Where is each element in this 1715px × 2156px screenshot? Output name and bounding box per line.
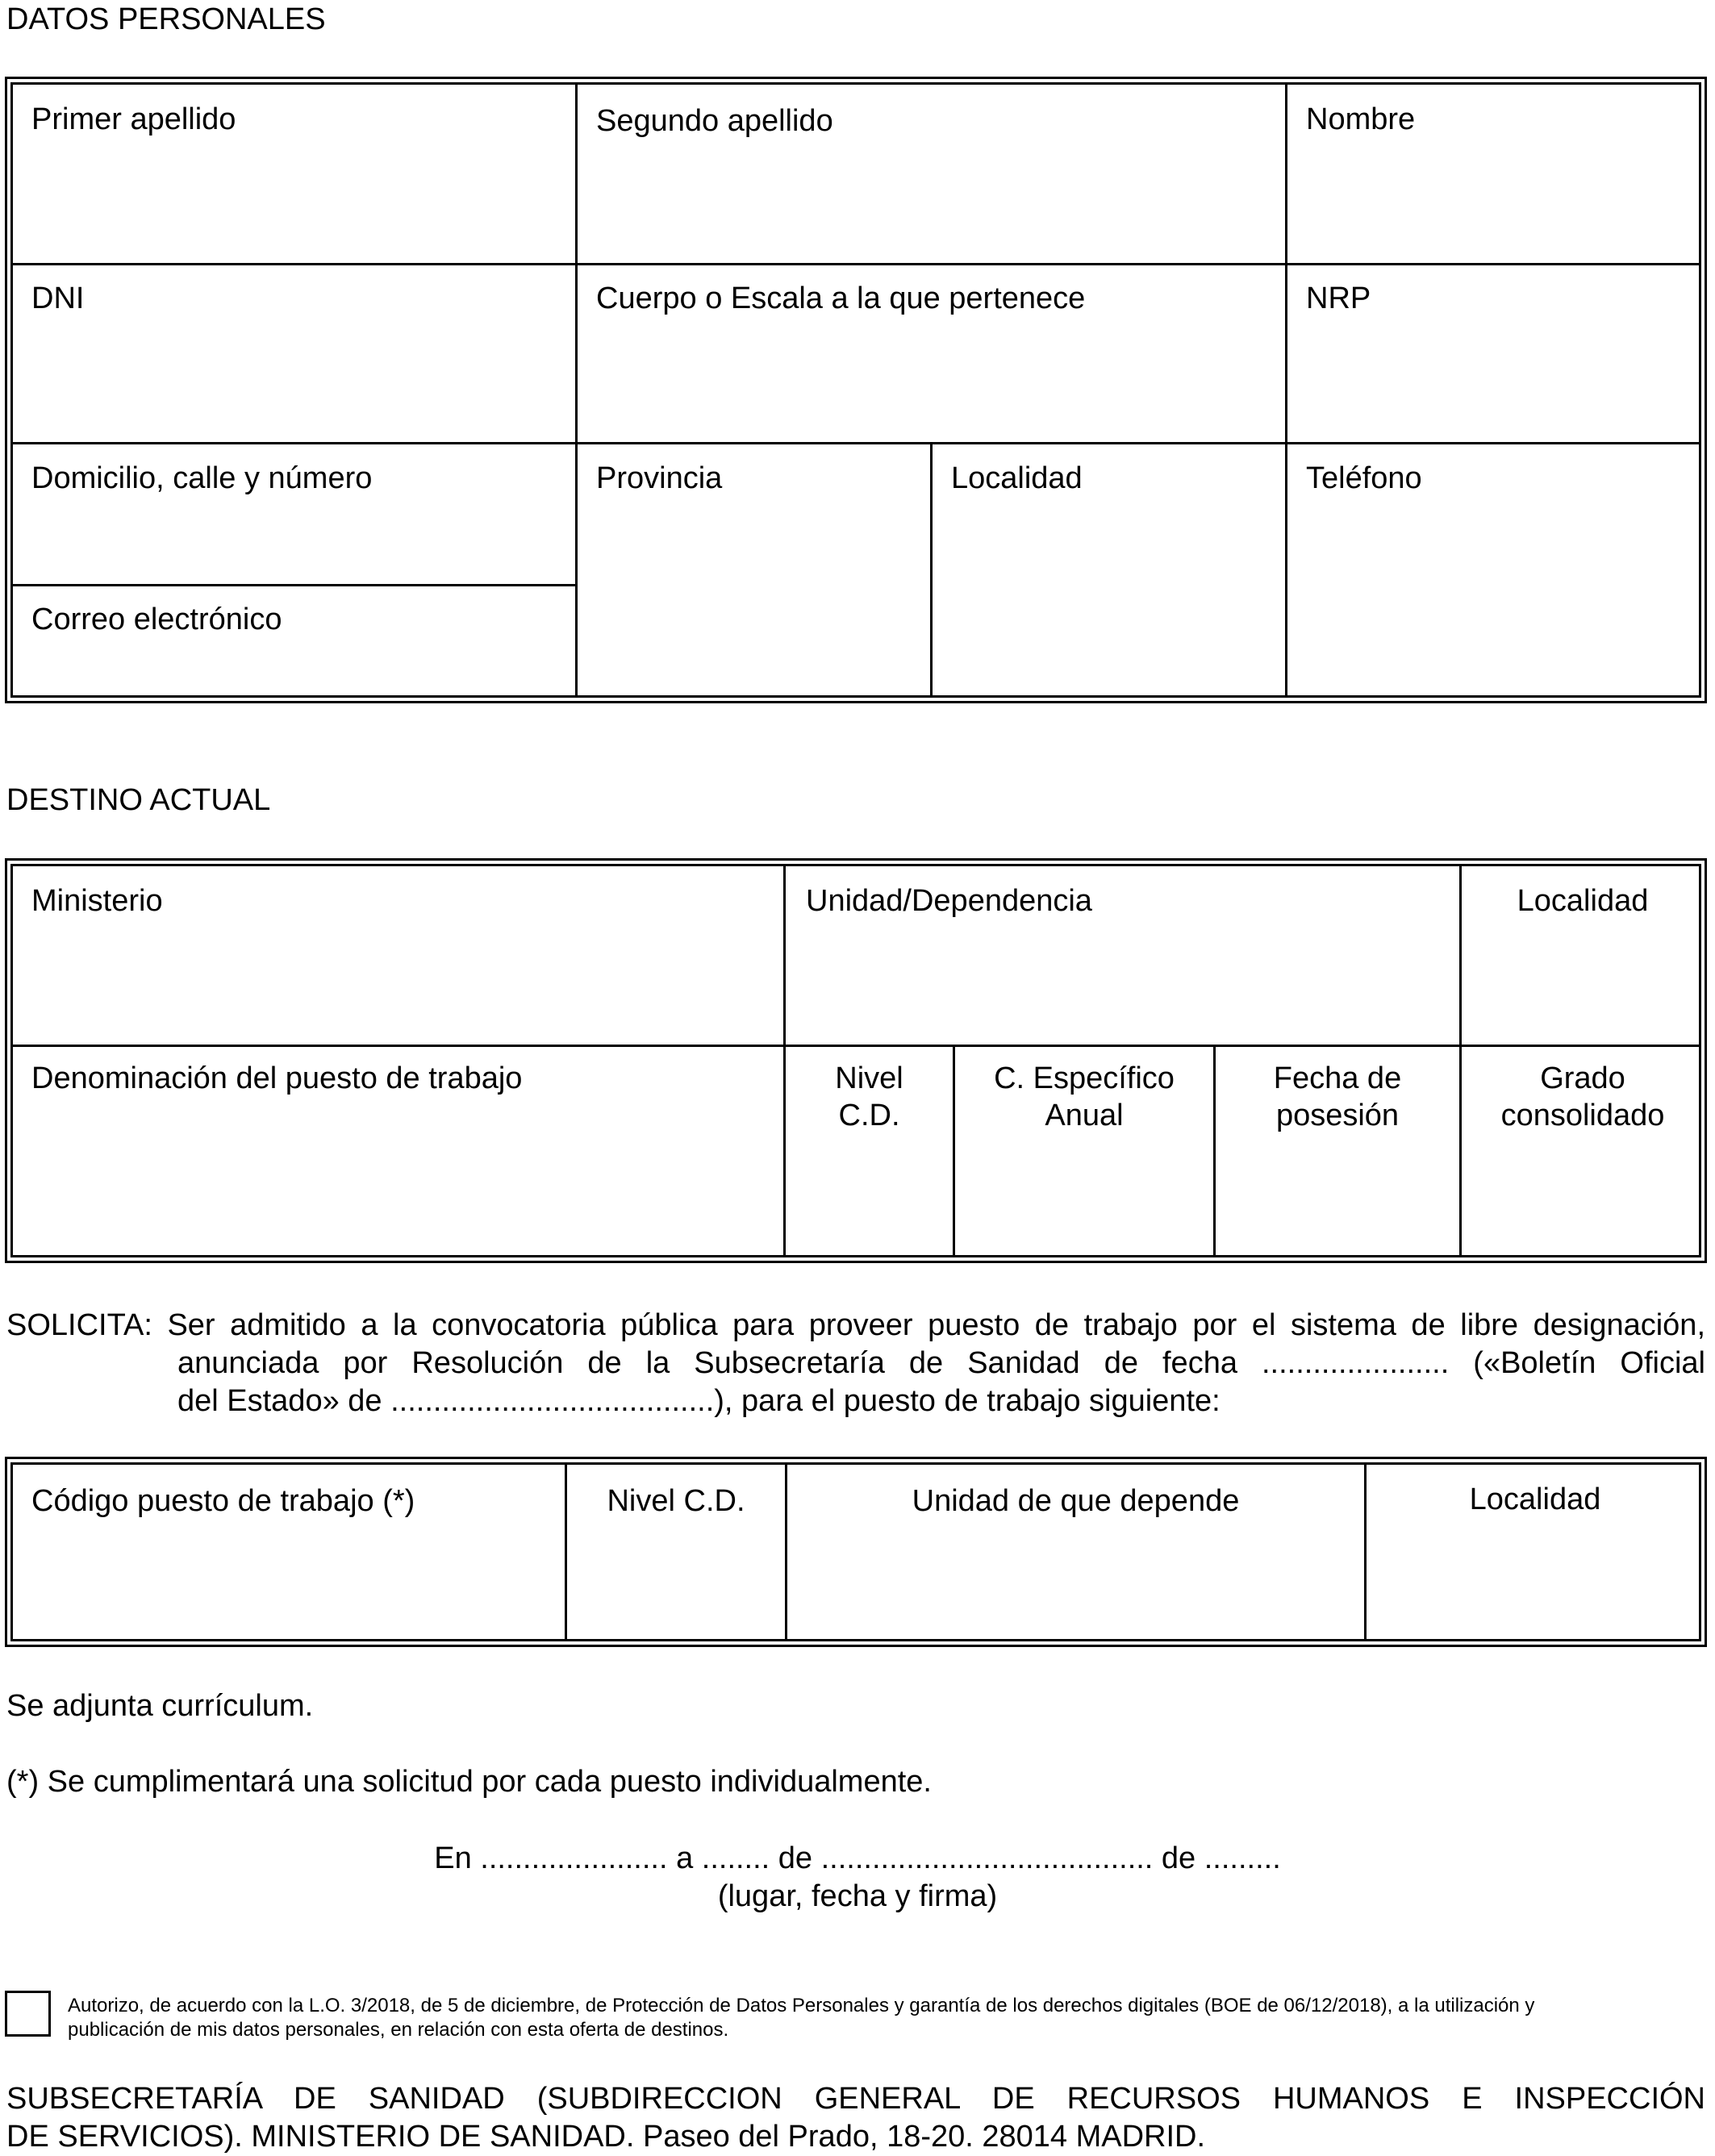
signature-line: En ...................... a ........ de ....................................... de ......... [434, 1841, 1281, 1875]
signature-caption: (lugar, fecha y firma) [717, 1879, 998, 1913]
field-ministerio[interactable]: Ministerio [31, 884, 163, 918]
field-nivel-cd[interactable] [786, 1060, 953, 1134]
field-telefono[interactable]: Teléfono [1306, 461, 1422, 495]
field-cuerpo-escala[interactable]: Cuerpo o Escala a la que pertenece [596, 281, 1086, 315]
field-localidad-puesto[interactable]: Localidad [1469, 1483, 1601, 1516]
field-unidad-depende[interactable]: Unidad de que depende [912, 1484, 1240, 1518]
consent-checkbox[interactable] [5, 1991, 51, 2037]
footer-address [6, 2080, 1705, 2156]
field-nrp[interactable]: NRP [1306, 281, 1371, 315]
field-nivel-cd-puesto[interactable]: Nivel C.D. [607, 1484, 745, 1518]
consent-line-1: Autorizo, de acuerdo con la L.O. 3/2018, de 5 de diciembre, de Protección de Datos Personales y garantía de los derechos digitales (BOE de 06/12/2018), a la utilización y [68, 1995, 1535, 2016]
solicita-line-2: anunciada por Resolución de la Subsecretaría de Sanidad de fecha ...................... («Boletín Oficial [177, 1346, 1705, 1380]
field-denominacion-puesto[interactable]: Denominación del puesto de trabajo [31, 1061, 523, 1095]
curriculum-note: Se adjunta currículum. [6, 1689, 314, 1723]
fecha-posesion-line1: Fecha de [1273, 1061, 1402, 1095]
fecha-posesion-line2: posesión [1275, 1099, 1400, 1132]
field-primer-apellido[interactable]: Primer apellido [31, 102, 236, 136]
field-unidad-dependencia[interactable]: Unidad/Dependencia [806, 884, 1092, 918]
solicita-paragraph [6, 1307, 1705, 1420]
puesto-solicitado-table [5, 1457, 1707, 1647]
solicita-line-3: del Estado» de ......................................), para el puesto de trabajo siguiente: [177, 1384, 1221, 1418]
field-correo-electronico[interactable]: Correo electrónico [31, 603, 282, 636]
datos-personales-table [5, 77, 1707, 703]
asterisk-note: (*) Se cumplimentará una solicitud por cada puesto individualmente. [6, 1765, 932, 1799]
field-localidad-destino[interactable]: Localidad [1517, 884, 1649, 918]
field-localidad[interactable]: Localidad [951, 461, 1083, 495]
footer-line-1: SUBSECRETARÍA DE SANIDAD (SUBDIRECCION GENERAL DE RECURSOS HUMANOS E INSPECCIÓN [6, 2082, 1705, 2116]
field-grado-consolidado[interactable] [1462, 1060, 1704, 1134]
destino-actual-table [5, 858, 1707, 1263]
c-especifico-line2: Anual [1045, 1099, 1124, 1132]
solicita-line-1: SOLICITA: Ser admitido a la convocatoria pública para proveer puesto de trabajo por el sistema de libre designación, [6, 1308, 1705, 1342]
field-domicilio[interactable]: Domicilio, calle y número [31, 461, 373, 495]
field-segundo-apellido[interactable]: Segundo apellido [596, 104, 833, 138]
footer-line-2: DE SERVICIOS). MINISTERIO DE SANIDAD. Paseo del Prado, 18-20. 28014 MADRID. [6, 2120, 1206, 2154]
field-dni[interactable]: DNI [31, 281, 85, 315]
section-heading-destino-actual: DESTINO ACTUAL [6, 783, 271, 817]
nivel-cd-line1: Nivel [835, 1061, 903, 1095]
consent-text [68, 1994, 1534, 2042]
field-codigo-puesto[interactable]: Código puesto de trabajo (*) [31, 1484, 415, 1518]
field-nombre[interactable]: Nombre [1306, 102, 1416, 136]
grado-consolidado-line2: consolidado [1500, 1099, 1665, 1132]
c-especifico-line1: C. Específico [994, 1061, 1175, 1095]
field-c-especifico-anual[interactable] [955, 1060, 1213, 1134]
field-fecha-posesion[interactable] [1216, 1060, 1459, 1134]
field-provincia[interactable]: Provincia [596, 461, 723, 495]
nivel-cd-line2: C.D. [838, 1099, 900, 1132]
consent-line-2: publicación de mis datos personales, en relación con esta oferta de destinos. [68, 2019, 729, 2041]
section-heading-datos-personales: DATOS PERSONALES [6, 2, 326, 36]
grado-consolidado-line1: Grado [1540, 1061, 1625, 1095]
